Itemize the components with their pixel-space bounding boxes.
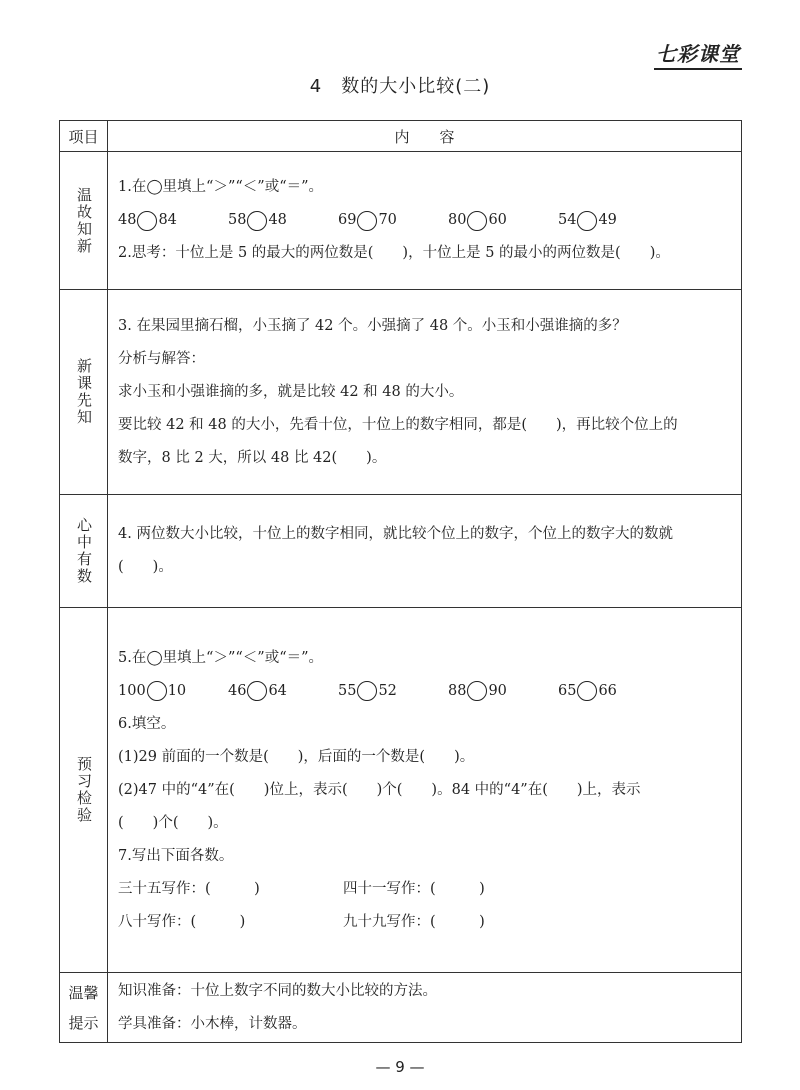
compare-row-1 (118, 204, 735, 237)
answer-circle[interactable] (247, 681, 267, 701)
section-label-check: 预习检验 (75, 756, 93, 824)
compare-item: 48 84 (118, 204, 228, 237)
question-6-1: (1)29 前面的一个数是( )，后面的一个数是( )。 (118, 748, 475, 765)
header-project: 项目 (60, 121, 108, 152)
answer-circle[interactable] (467, 211, 487, 231)
page-title: 4 数的大小比较(二) (309, 76, 491, 97)
question-6-2-cont: ( )个( )。 (118, 814, 228, 831)
analysis-line-2: 要比较 42 和 48 的大小，先看十位，十位上的数字相同，都是( )，再比较个位上的 (118, 416, 678, 433)
write-item: 九十九写作：( ) (343, 913, 485, 930)
write-item: 四十一写作：( ) (343, 880, 485, 897)
section-preview (60, 290, 742, 495)
compare-item: 55 52 (338, 675, 448, 708)
section-review (60, 152, 742, 290)
answer-circle[interactable] (137, 211, 157, 231)
question-2: 2.思考：十位上是 5 的最大的两位数是( )，十位上是 5 的最小的两位数是( )。 (118, 245, 670, 261)
question-6: 6.填空。 (118, 715, 176, 732)
header-row (60, 121, 742, 152)
analysis-heading: 分析与解答： (118, 350, 205, 367)
question-6-2: (2)47 中的“4”在( )位上，表示( )个( )。84 中的“4”在( )上，表示 (118, 781, 641, 798)
compare-item: 58 48 (228, 204, 338, 237)
answer-circle[interactable] (357, 681, 377, 701)
answer-circle[interactable] (357, 211, 377, 231)
question-4: 4. 两位数大小比较，十位上的数字相同，就比较个位上的数字，个位上的数字大的数就 (118, 526, 673, 542)
question-1: 1.在◯里填上“＞”“＜”或“＝”。 (118, 179, 324, 195)
compare-item: 69 70 (338, 204, 448, 237)
section-label-preview: 新课先知 (75, 358, 93, 426)
question-7: 7.写出下面各数。 (118, 847, 234, 864)
analysis-line-3: 数字，8 比 2 大，所以 48 比 42( )。 (118, 449, 387, 466)
compare-item: 54 49 (558, 204, 668, 237)
question-4-cont: ( )。 (118, 559, 173, 575)
answer-circle[interactable] (467, 681, 487, 701)
page-number: — 9 — (375, 1058, 425, 1076)
question-3: 3. 在果园里摘石榴，小玉摘了 42 个。小强摘了 48 个。小玉和小强谁摘的多？ (118, 317, 627, 334)
question-5: 5.在◯里填上“＞”“＜”或“＝”。 (118, 649, 324, 666)
header-content: 内 容 (108, 121, 742, 152)
write-row-2 (118, 906, 735, 939)
section-summary (60, 495, 742, 608)
worksheet-table (59, 120, 742, 1043)
section-label-tips-2: 提示 (68, 1013, 99, 1032)
tip-knowledge: 知识准备：十位上数字不同的数大小比较的方法。 (118, 982, 437, 999)
section-tips (60, 973, 742, 1043)
section-check (60, 608, 742, 973)
write-item: 三十五写作：( ) (118, 880, 260, 897)
tip-tools: 学具准备：小木棒，计数器。 (118, 1015, 307, 1032)
answer-circle[interactable] (147, 681, 167, 701)
compare-item: 100 10 (118, 675, 228, 708)
section-label-review: 温故知新 (75, 186, 93, 255)
write-item: 八十写作：( ) (118, 913, 246, 930)
compare-item: 88 90 (448, 675, 558, 708)
analysis-line-1: 求小玉和小强谁摘的多，就是比较 42 和 48 的大小。 (118, 383, 464, 400)
answer-circle[interactable] (247, 211, 267, 231)
brand-logo: 七彩课堂 (654, 38, 742, 70)
compare-item: 65 66 (558, 675, 668, 708)
answer-circle[interactable] (577, 681, 597, 701)
answer-circle[interactable] (577, 211, 597, 231)
compare-row-2 (118, 675, 735, 708)
compare-item: 80 60 (448, 204, 558, 237)
compare-item: 46 64 (228, 675, 338, 708)
write-row-1 (118, 873, 735, 906)
section-label-summary: 心中有数 (75, 517, 93, 585)
section-label-tips-1: 温馨 (68, 983, 99, 1002)
